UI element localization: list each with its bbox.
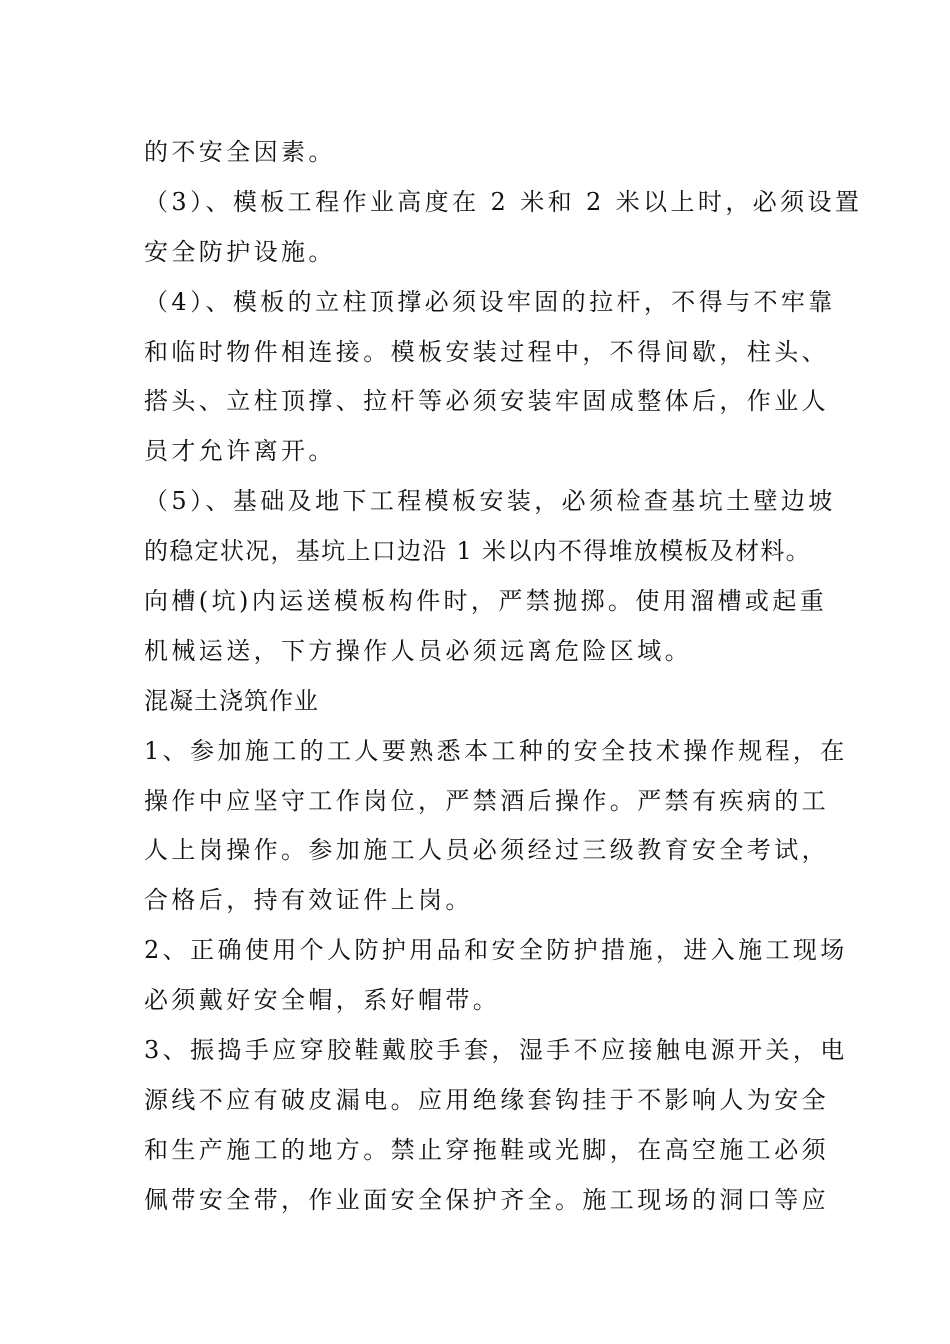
- text-line: 搭头、立柱顶撑、拉杆等必须安装牢固成整体后，作业人: [144, 387, 829, 416]
- text-line: 和临时物件相连接。模板安装过程中，不得间歇，柱头、: [144, 337, 829, 366]
- text-line: 3、振捣手应穿胶鞋戴胶手套，湿手不应接触电源开关，电: [144, 1036, 848, 1065]
- text-line: （3）、模板工程作业高度在 2 米和 2 米以上时，必须设置: [144, 187, 863, 216]
- text-line: 和生产施工的地方。禁止穿拖鞋或光脚，在高空施工必须: [144, 1135, 829, 1164]
- document-body: [144, 128, 863, 1226]
- text-line: 的不安全因素。: [144, 138, 336, 166]
- section-heading: 混凝土浇筑作业: [144, 686, 319, 715]
- text-line: 的稳定状况，基坑上口边沿 1 米以内不得堆放模板及材料。: [144, 537, 811, 566]
- text-line: 源线不应有破皮漏电。应用绝缘套钩挂于不影响人为安全: [144, 1085, 829, 1114]
- text-line: 向槽(坑)内运送模板构件时，严禁抛掷。使用溜槽或起重: [144, 587, 828, 616]
- text-line: 机械运送，下方操作人员必须远离危险区域。: [144, 636, 692, 665]
- text-line: （4）、模板的立柱顶撑必须设牢固的拉杆，不得与不牢靠: [144, 287, 836, 316]
- text-line: 1、参加施工的工人要熟悉本工种的安全技术操作规程，在: [144, 736, 848, 765]
- text-line: 2、正确使用个人防护用品和安全防护措施，进入施工现场: [144, 936, 848, 965]
- text-line: 人上岗操作。参加施工人员必须经过三级教育安全考试，: [144, 836, 829, 865]
- text-line: 必须戴好安全帽，系好帽带。: [144, 986, 501, 1015]
- text-line: 操作中应坚守工作岗位，严禁酒后操作。严禁有疾病的工: [144, 786, 829, 815]
- text-line: 合格后，持有效证件上岗。: [144, 886, 473, 915]
- text-line: 员才允许离开。: [144, 437, 336, 466]
- text-line: 佩带安全带，作业面安全保护齐全。施工现场的洞口等应: [144, 1185, 829, 1214]
- text-line: （5）、基础及地下工程模板安装，必须检查基坑土壁边坡: [144, 487, 836, 516]
- text-line: 安全防护设施。: [144, 237, 336, 266]
